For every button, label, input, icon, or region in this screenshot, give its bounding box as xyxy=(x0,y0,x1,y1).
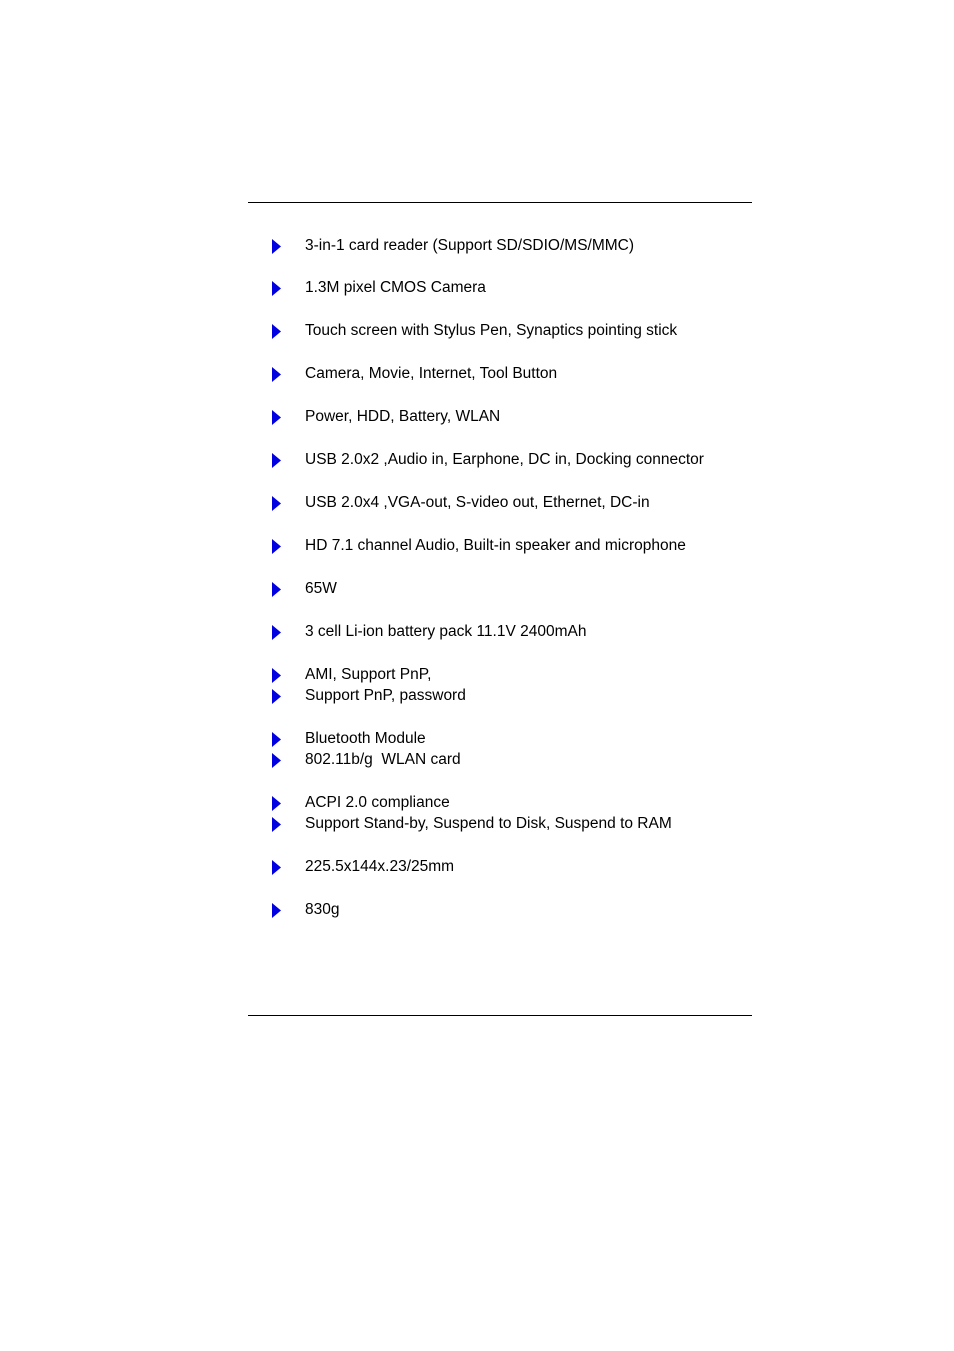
spec-text: 1.3M pixel CMOS Camera xyxy=(305,279,486,296)
spec-text: 802.11b/g WLAN card xyxy=(305,751,461,768)
spec-item xyxy=(272,857,454,877)
spec-item xyxy=(272,278,486,298)
spec-item xyxy=(272,407,500,427)
spec-text: USB 2.0x2 ,Audio in, Earphone, DC in, Docking connector xyxy=(305,451,704,468)
bullet-triangle-icon xyxy=(272,579,305,599)
spec-text: Touch screen with Stylus Pen, Synaptics pointing stick xyxy=(305,322,678,339)
spec-text: USB 2.0x4 ,VGA-out, S-video out, Ethernet, DC-in xyxy=(305,494,650,511)
spec-item xyxy=(272,236,634,256)
spec-text: 3-in-1 card reader (Support SD/SDIO/MS/MMC) xyxy=(305,237,635,254)
spec-item xyxy=(272,729,426,749)
spec-text: Support Stand-by, Suspend to Disk, Suspend to RAM xyxy=(305,815,672,832)
bullet-triangle-icon xyxy=(272,321,305,341)
bottom-rule xyxy=(248,1015,752,1016)
bullet-triangle-icon xyxy=(272,622,305,642)
bullet-triangle-icon xyxy=(272,750,305,770)
spec-item xyxy=(272,750,461,770)
spec-text: Power, HDD, Battery, WLAN xyxy=(305,408,501,425)
bullet-triangle-icon xyxy=(272,236,305,256)
spec-text: Support PnP, password xyxy=(305,687,466,704)
bullet-triangle-icon xyxy=(272,793,305,813)
spec-item xyxy=(272,321,677,341)
bullet-triangle-icon xyxy=(272,278,305,298)
spec-item xyxy=(272,814,672,834)
spec-text: AMI, Support PnP, xyxy=(305,666,432,683)
spec-item xyxy=(272,579,337,599)
bullet-triangle-icon xyxy=(272,407,305,427)
spec-text: 225.5x144x.23/25mm xyxy=(305,858,455,875)
bullet-triangle-icon xyxy=(272,686,305,706)
spec-text: Bluetooth Module xyxy=(305,730,426,747)
spec-item xyxy=(272,622,586,642)
bullet-triangle-icon xyxy=(272,729,305,749)
spec-item xyxy=(272,665,431,685)
spec-item xyxy=(272,536,686,556)
spec-text: 830g xyxy=(305,901,340,918)
bullet-triangle-icon xyxy=(272,493,305,513)
spec-item xyxy=(272,793,450,813)
bullet-triangle-icon xyxy=(272,665,305,685)
bullet-triangle-icon xyxy=(272,364,305,384)
spec-item xyxy=(272,686,466,706)
spec-item xyxy=(272,900,339,920)
spec-text: HD 7.1 channel Audio, Built-in speaker and microphone xyxy=(305,537,686,554)
bullet-triangle-icon xyxy=(272,814,305,834)
bullet-triangle-icon xyxy=(272,536,305,556)
spec-item xyxy=(272,450,704,470)
spec-item xyxy=(272,493,650,513)
bullet-triangle-icon xyxy=(272,450,305,470)
bullet-triangle-icon xyxy=(272,857,305,877)
spec-text: Camera, Movie, Internet, Tool Button xyxy=(305,365,558,382)
spec-text: ACPI 2.0 compliance xyxy=(305,794,450,811)
spec-item xyxy=(272,364,557,384)
spec-text: 65W xyxy=(305,580,337,597)
bullet-triangle-icon xyxy=(272,900,305,920)
spec-text: 3 cell Li-ion battery pack 11.1V 2400mAh xyxy=(305,623,587,640)
